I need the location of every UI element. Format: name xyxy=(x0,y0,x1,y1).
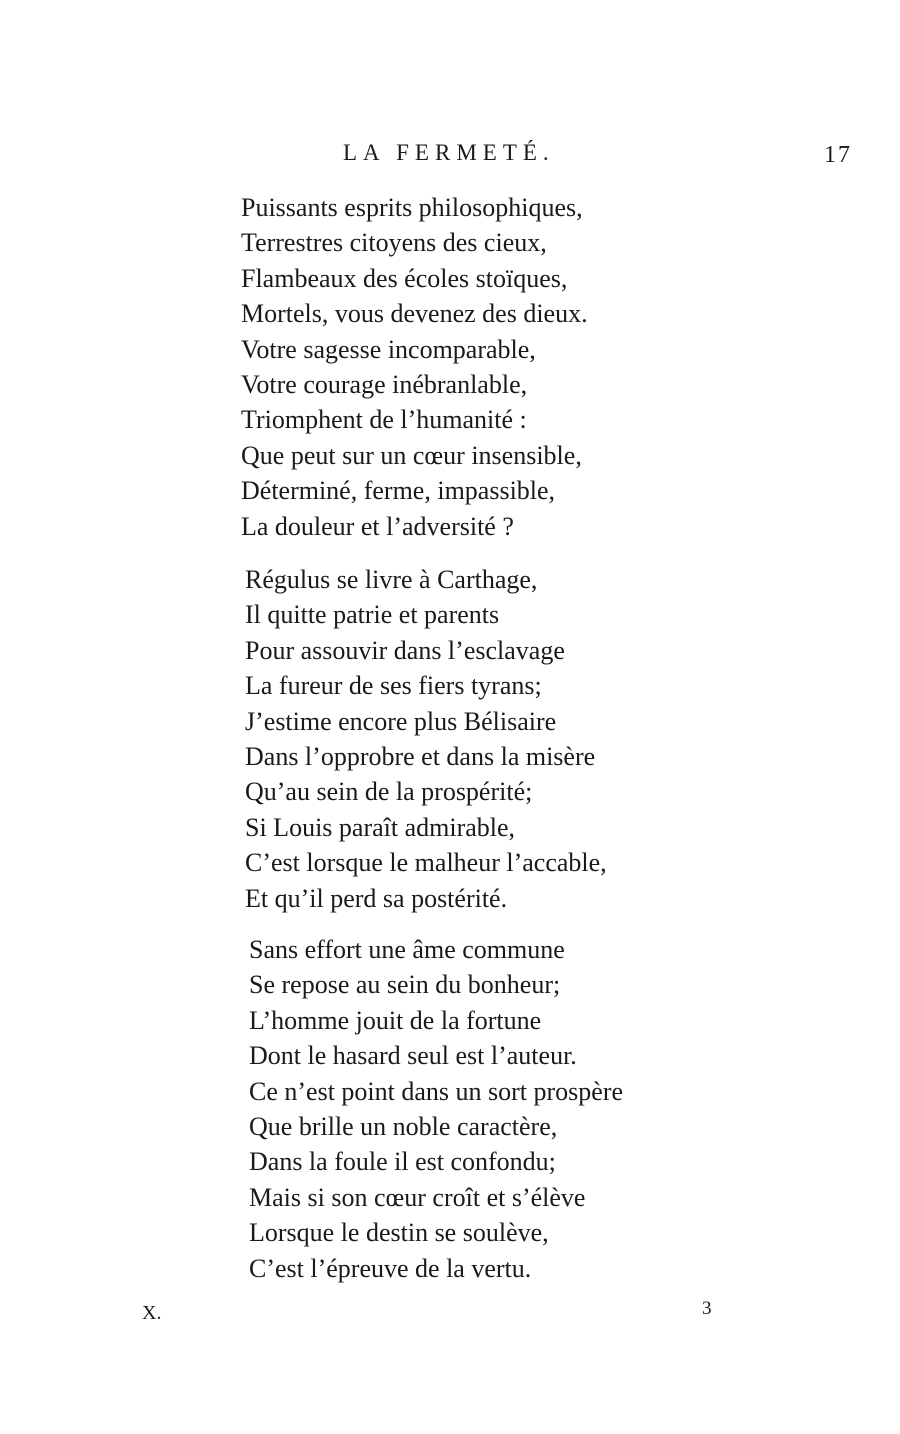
poem-line: Que brille un noble caractère, xyxy=(249,1111,558,1141)
poem-line: Si Louis paraît admirable, xyxy=(245,812,516,842)
poem-line: Sans effort une âme commune xyxy=(249,935,565,964)
poem-line: Terrestres citoyens des cieux, xyxy=(241,228,547,258)
poem-line: Puissants esprits philosophiques, xyxy=(241,193,583,222)
signature-mark: X. xyxy=(142,1302,162,1324)
poem-line: Flambeaux des écoles stoïques, xyxy=(241,263,568,293)
poem-stanza-3 xyxy=(249,932,623,1286)
poem-line: Dans l’opprobre et dans la misère xyxy=(245,741,596,771)
page-number: 17 xyxy=(824,142,852,168)
poem-stanza-2 xyxy=(245,562,607,916)
poem-stanza-1 xyxy=(241,190,588,544)
poem-line: Triomphent de l’humanité : xyxy=(241,405,527,435)
poem-line: Se repose au sein du bonheur; xyxy=(249,970,561,1000)
poem-line: L’homme jouit de la fortune xyxy=(249,1005,542,1035)
poem-line: Il quitte patrie et parents xyxy=(245,600,500,630)
running-title: LA FERMETÉ. xyxy=(343,140,555,165)
poem-line: Mortels, vous devenez des dieux. xyxy=(241,299,588,329)
poem-line: C’est lorsque le malheur l’accable, xyxy=(245,848,607,878)
poem-line: Et qu’il perd sa postérité. xyxy=(245,883,508,913)
gathering-number: 3 xyxy=(702,1298,712,1319)
poem-line: Lorsque le destin se soulève, xyxy=(249,1218,549,1248)
poem-line: Votre courage inébranlable, xyxy=(241,369,528,399)
poem-line: La fureur de ses fiers tyrans; xyxy=(245,671,542,701)
poem-line: J’estime encore plus Bélisaire xyxy=(245,706,557,736)
poem-line: Régulus se livre à Carthage, xyxy=(245,565,538,594)
poem-line: Que peut sur un cœur insensible, xyxy=(241,440,582,470)
poem-line: Déterminé, ferme, impassible, xyxy=(241,476,556,506)
poem-line: Pour assouvir dans l’esclavage xyxy=(245,635,565,665)
poem-line: Dont le hasard seul est l’auteur. xyxy=(249,1041,577,1071)
poem-line: Votre sagesse incomparable, xyxy=(241,334,536,364)
poem-line: C’est l’épreuve de la vertu. xyxy=(249,1253,532,1283)
poem-line: Qu’au sein de la prospérité; xyxy=(245,777,533,807)
poem-line: Ce n’est point dans un sort prospère xyxy=(249,1076,624,1106)
poem-line: Mais si son cœur croît et s’élève xyxy=(249,1182,586,1212)
poem-line: Dans la foule il est confondu; xyxy=(249,1147,556,1177)
poem-line: La douleur et l’adversité ? xyxy=(241,511,514,541)
